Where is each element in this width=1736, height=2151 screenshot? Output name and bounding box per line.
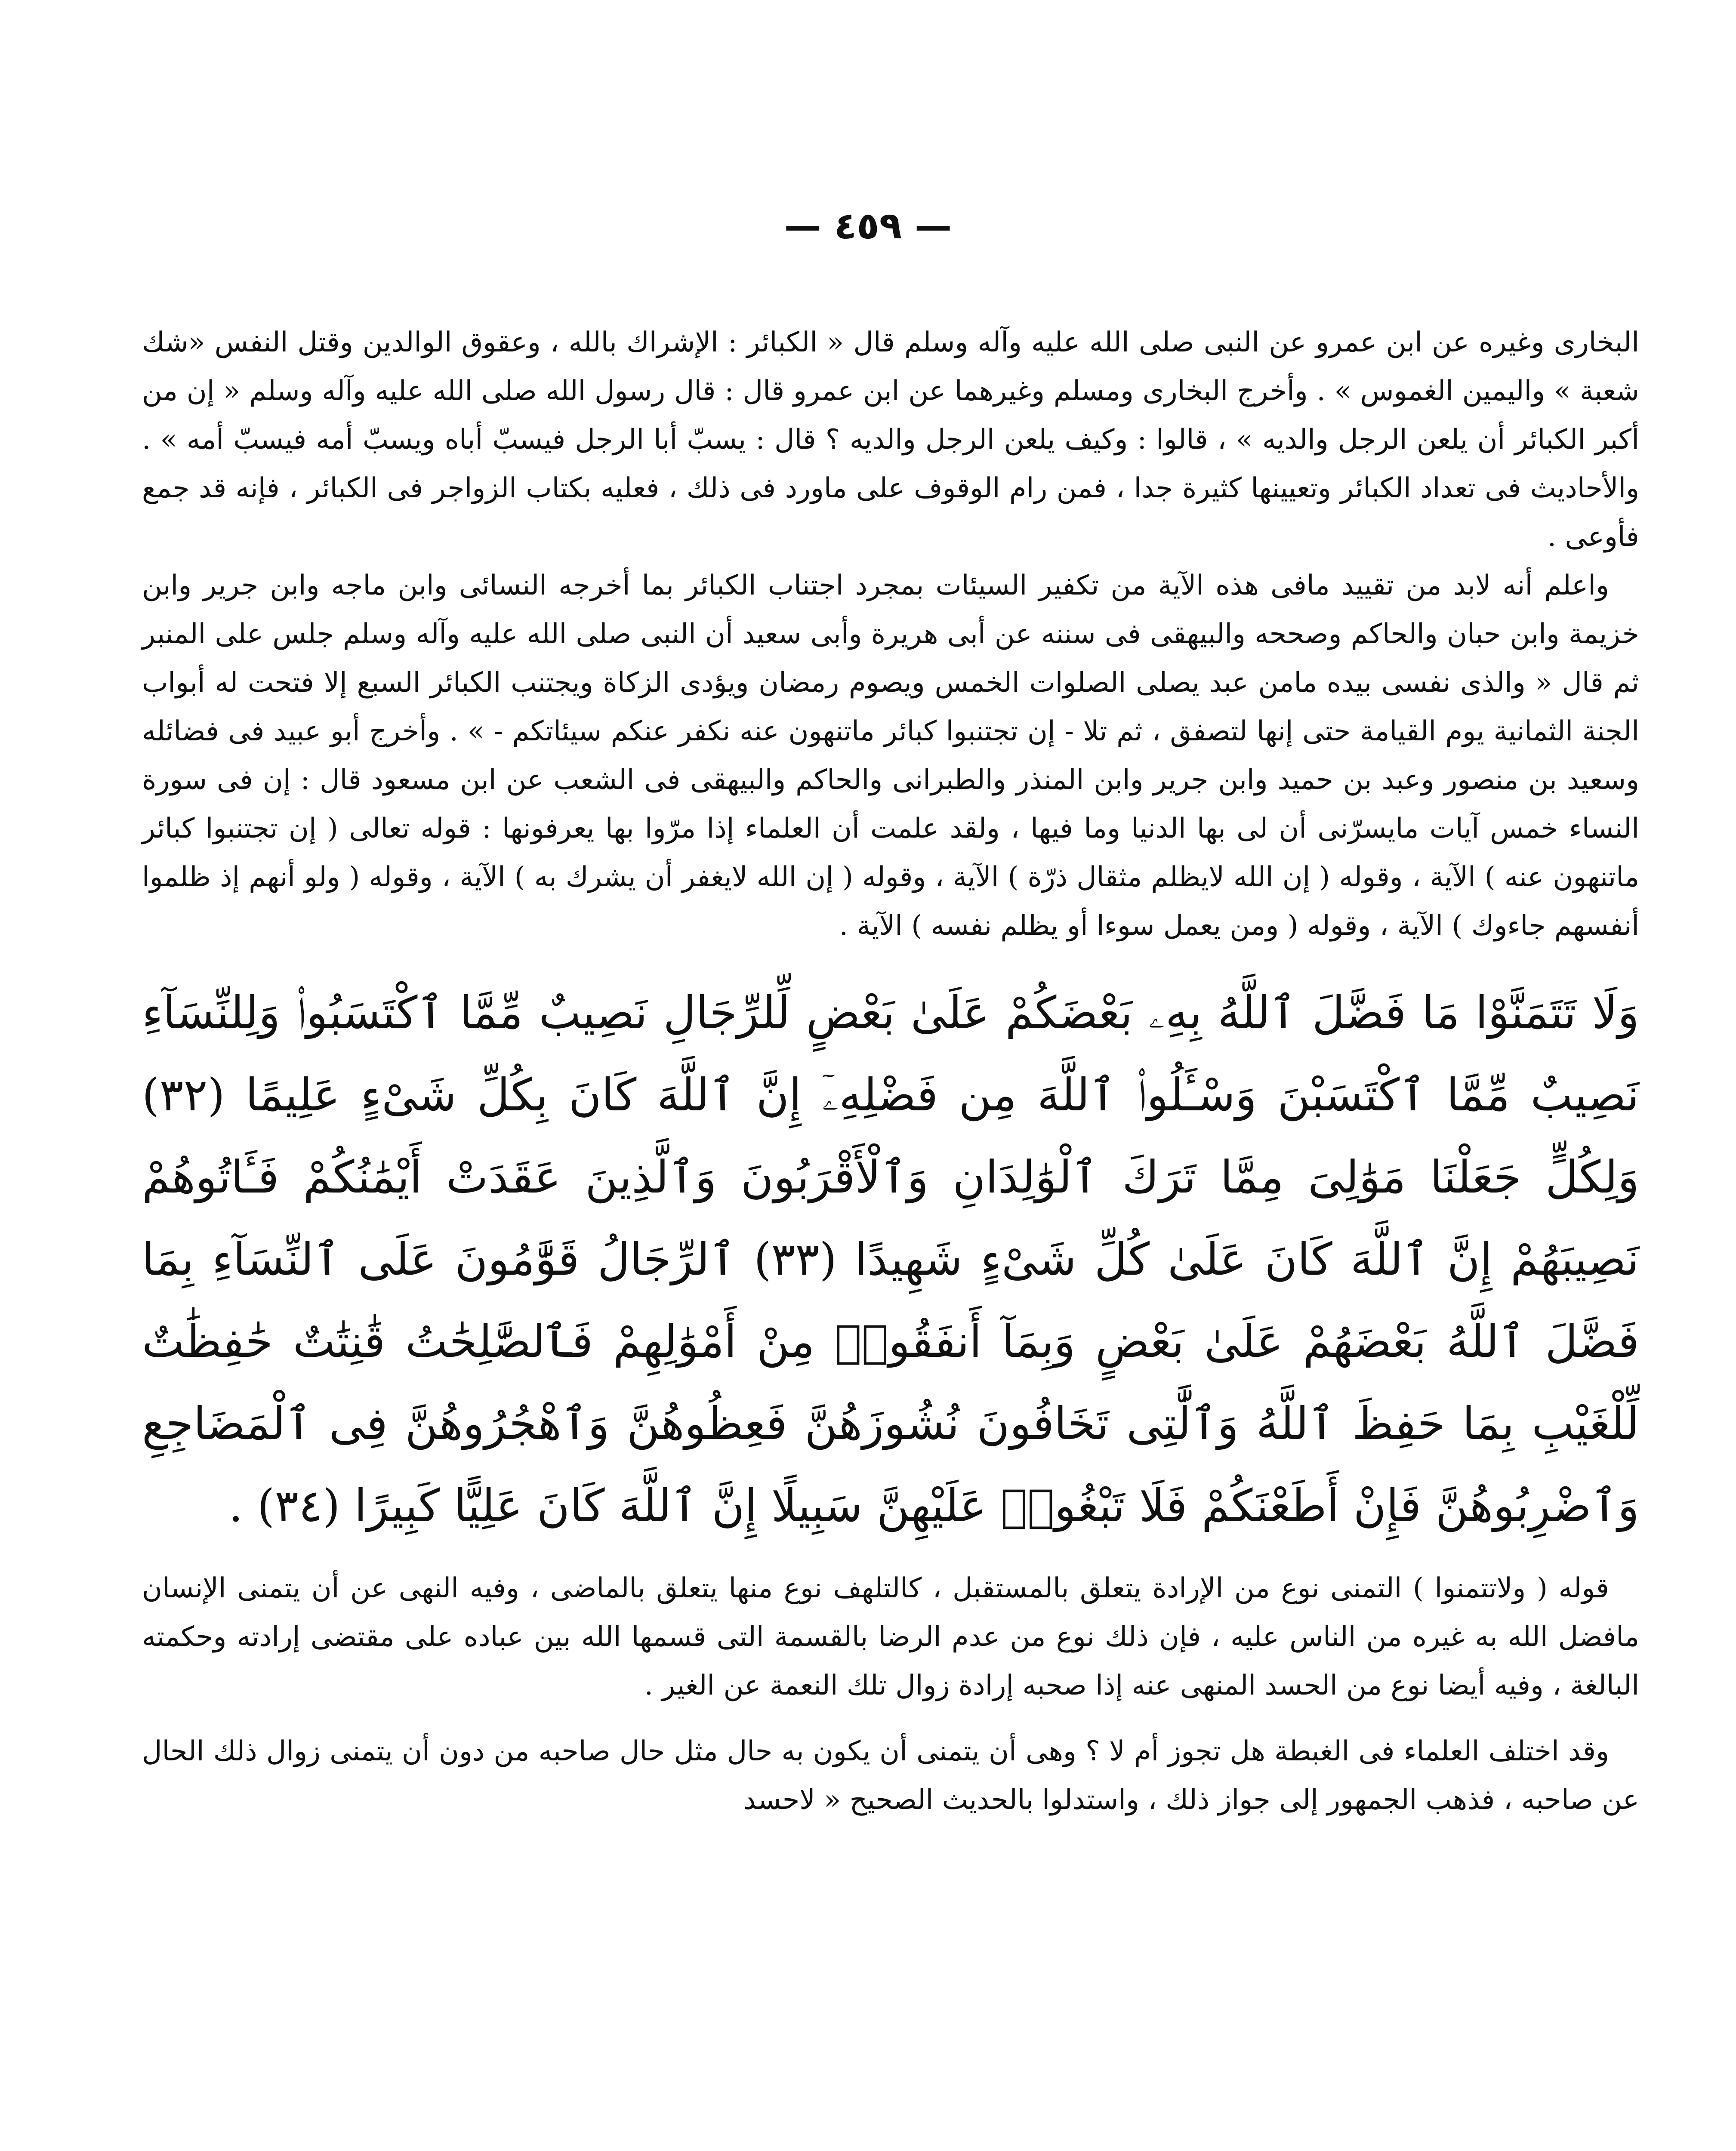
page-body — [142, 318, 1639, 1824]
page-number: — ٤٥٩ — — [784, 204, 952, 247]
quran-verse-block: وَلَا تَتَمَنَّوْا مَا فَضَّلَ ٱللَّهُ بِهِۦ بَعْضَكُمْ عَلَىٰ بَعْضٍ لِّلرِّجَالِ نَصِيبٌ مِّمَّا ٱكْتَسَبُوا۟ وَلِلنِّسَآءِ نَصِيبٌ مِّمَّا ٱكْتَسَبْنَ وَسْـَٔلُوا۟ ٱللَّهَ مِن فَضْلِهِۦٓ إِنَّ ٱللَّهَ كَانَ بِكُلِّ شَىْءٍ عَلِيمًا (٣٢) وَلِكُلٍّ جَعَلْنَا مَوَٰلِىَ مِمَّا تَرَكَ ٱلْوَٰلِدَانِ وَٱلْأَقْرَبُونَ وَٱلَّذِينَ عَقَدَتْ أَيْمَٰنُكُمْ فَـَٔاتُوهُمْ نَصِيبَهُمْ إِنَّ ٱللَّهَ كَانَ عَلَىٰ كُلِّ شَىْءٍ شَهِيدًا (٣٣) ٱلرِّجَالُ قَوَّٰمُونَ عَلَى ٱلنِّسَآءِ بِمَا فَضَّلَ ٱللَّهُ بَعْضَهُمْ عَلَىٰ بَعْضٍ وَبِمَآ أَنفَقُوا۟ مِنْ أَمْوَٰلِهِمْ فَٱلصَّٰلِحَٰتُ قَٰنِتَٰتٌ حَٰفِظَٰتٌ لِّلْغَيْبِ بِمَا حَفِظَ ٱللَّهُ وَٱلَّٰتِى تَخَافُونَ نُشُوزَهُنَّ فَعِظُوهُنَّ وَٱهْجُرُوهُنَّ فِى ٱلْمَضَاجِعِ وَٱضْرِبُوهُنَّ فَإِنْ أَطَعْنَكُمْ فَلَا تَبْغُوا۟ عَلَيْهِنَّ سَبِيلًا إِنَّ ٱللَّهَ كَانَ عَلِيًّا كَبِيرًا (٣٤) . — [142, 986, 1640, 1532]
paragraph-hadith-kabair: البخارى وغيره عن ابن عمرو عن النبى صلى الله عليه وآله وسلم قال « الكبائر : الإشراك بالله ، وعقوق الوالدين وقتل النفس «شك شعبة » واليمين الغموس » . وأخرج البخارى ومسلم وغيرهما عن ابن عمرو قال : قال رسول الله صلى الله عليه وآله وسلم « إن من أكبر الكبائر أن يلعن الرجل والديه » ، قالوا : وكيف يلعن الرجل والديه ؟ قال : يسبّ أبا الرجل فيسبّ أباه ويسبّ أمه فيسبّ أمه » . والأحاديث فى تعداد الكبائر وتعيينها كثيرة جدا ، فمن رام الوقوف على ماورد فى ذلك ، فعليه بكتاب الزواجر فى الكبائر ، فإنه قد جمع فأوعى . — [142, 327, 1639, 553]
paragraph-tamanni-commentary: قوله ( ولاتتمنوا ) التمنى نوع من الإرادة يتعلق بالمستقبل ، كالتلهف نوع منها يتعلق بالماضى ، وفيه النهى عن أن يتمنى الإنسان مافضل الله به غيره من الناس عليه ، فإن ذلك نوع من عدم الرضا بالقسمة التى قسمها الله بين عباده على مقتضى إرادته وحكمته البالغة ، وفيه أيضا نوع من الحسد المنهى عنه إذا صحبه إرادة زوال تلك النعمة عن الغير . — [142, 1572, 1639, 1701]
paragraph-ghibta: وقد اختلف العلماء فى الغبطة هل تجوز أم لا ؟ وهى أن يتمنى أن يكون به حال مثل حال صاحبه من دون أن يتمنى زوال ذلك الحال عن صاحبه ، فذهب الجمهور إلى جواز ذلك ، واستدلوا بالحديث الصحيح « لاحسد — [142, 1735, 1639, 1816]
paragraph-five-verses: واعلم أنه لابد من تقييد مافى هذه الآية من تكفير السيئات بمجرد اجتناب الكبائر بما أخرجه النسائى وابن ماجه وابن جرير وابن خزيمة وابن حبان والحاكم وصححه والبيهقى فى سننه عن أبى هريرة وأبى سعيد أن النبى صلى الله عليه وآله وسلم جلس على المنبر ثم قال « والذى نفسى بيده مامن عبد يصلى الصلوات الخمس ويصوم رمضان ويؤدى الزكاة ويجتنب الكبائر السبع إلا فتحت له أبواب الجنة الثمانية يوم القيامة حتى إنها لتصفق ، ثم تلا - إن تجتنبوا كبائر ماتنهون عنه نكفر عنكم سيئاتكم - » . وأخرج أبو عبيد فى فضائله وسعيد بن منصور وعبد بن حميد وابن جرير وابن المنذر والطبرانى والحاكم والبيهقى فى الشعب عن ابن مسعود قال : إن فى سورة النساء خمس آيات مايسرّنى أن لى بها الدنيا وما فيها ، ولقد علمت أن العلماء إذا مرّوا بها يعرفونها : قوله تعالى ( إن تجتنبوا كبائر ماتنهون عنه ) الآية ، وقوله ( إن الله لايظلم مثقال ذرّة ) الآية ، وقوله ( إن الله لايغفر أن يشرك به ) الآية ، وقوله ( ولو أنهم إذ ظلموا أنفسهم جاءوك ) الآية ، وقوله ( ومن يعمل سوءا أو يظلم نفسه ) الآية . — [142, 570, 1640, 942]
